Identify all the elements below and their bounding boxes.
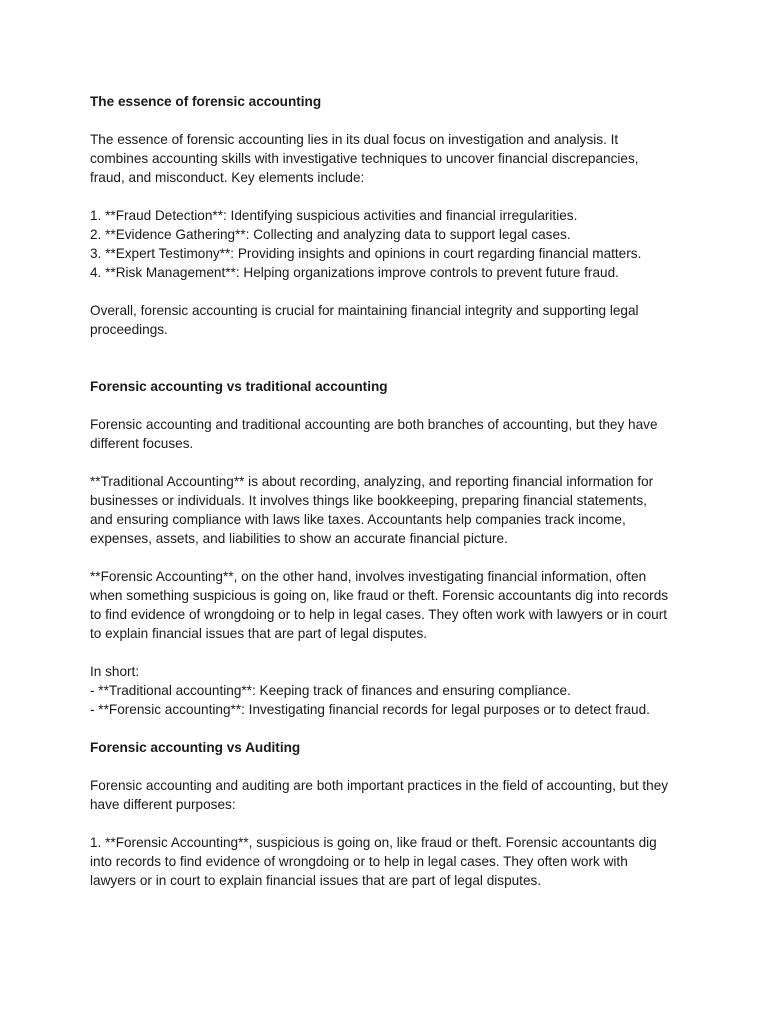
text-line: to explain financial issues that are part of legal disputes.	[90, 626, 428, 641]
text-line: when something suspicious is going on, like fraud or theft. Forensic accountants dig into records	[90, 588, 669, 603]
spacer	[90, 814, 690, 833]
section-heading-vs-traditional: Forensic accounting vs traditional accounting	[90, 379, 388, 394]
paragraph-essence-conclusion	[90, 301, 690, 339]
text-line: to find evidence of wrongdoing or to help in legal cases. They often work with lawyers or in court	[90, 607, 668, 622]
text-line: businesses or individuals. It involves things like bookkeeping, preparing financial statements,	[90, 493, 647, 508]
paragraph-forensic-accounting	[90, 567, 690, 643]
text-line: lawyers or in court to explain financial issues that are part of legal disputes.	[90, 873, 542, 888]
text-line: Overall, forensic accounting is crucial for maintaining financial integrity and supporting legal	[90, 303, 639, 318]
spacer	[90, 396, 690, 415]
text-line: - **Traditional accounting**: Keeping track of finances and ensuring compliance.	[90, 683, 571, 698]
text-line: have different purposes:	[90, 797, 236, 812]
text-line: **Forensic Accounting**, on the other hand, involves investigating financial information, often	[90, 569, 647, 584]
spacer	[90, 453, 690, 472]
section-heading-essence: The essence of forensic accounting	[90, 94, 322, 109]
list-item: 4. **Risk Management**: Helping organizations improve controls to prevent future fraud.	[90, 265, 619, 280]
text-line: In short:	[90, 664, 140, 679]
text-line: different focuses.	[90, 436, 194, 451]
text-line: 1. **Forensic Accounting**, suspicious is going on, like fraud or theft. Forensic accountants dig	[90, 835, 657, 850]
spacer	[90, 548, 690, 567]
text-line: The essence of forensic accounting lies in its dual focus on investigation and analysis. It	[90, 132, 619, 147]
text-line: into records to find evidence of wrongdoing or to help in legal cases. They often work with	[90, 854, 628, 869]
spacer	[90, 111, 690, 130]
list-item: 1. **Fraud Detection**: Identifying suspicious activities and financial irregularities.	[90, 208, 578, 223]
text-line: expenses, assets, and liabilities to show an accurate financial picture.	[90, 531, 508, 546]
spacer	[90, 643, 690, 662]
section-heading-vs-auditing: Forensic accounting vs Auditing	[90, 740, 301, 755]
text-line: Forensic accounting and traditional accounting are both branches of accounting, but they have	[90, 417, 658, 432]
list-item: 3. **Expert Testimony**: Providing insights and opinions in court regarding financial matters.	[90, 246, 642, 261]
text-line: and ensuring compliance with laws like taxes. Accountants help companies track income,	[90, 512, 626, 527]
paragraph-auditing-item-1	[90, 833, 690, 890]
text-line: combines accounting skills with investigative techniques to uncover financial discrepancies,	[90, 151, 639, 166]
text-line: Forensic accounting and auditing are both important practices in the field of accounting, but they	[90, 778, 669, 793]
spacer	[90, 187, 690, 206]
text-line: **Traditional Accounting** is about recording, analyzing, and reporting financial information for	[90, 474, 654, 489]
document-page	[90, 92, 690, 890]
text-line: - **Forensic accounting**: Investigating financial records for legal purposes or to detect fraud.	[90, 702, 650, 717]
spacer	[90, 757, 690, 776]
paragraph-vs-auditing-intro	[90, 776, 690, 814]
paragraph-essence-intro	[90, 130, 690, 187]
spacer	[90, 719, 690, 738]
paragraph-traditional-accounting	[90, 472, 690, 548]
list-item: 2. **Evidence Gathering**: Collecting and analyzing data to support legal cases.	[90, 227, 571, 242]
text-line: proceedings.	[90, 322, 168, 337]
spacer	[90, 282, 690, 301]
paragraph-in-short	[90, 662, 690, 719]
key-elements-list	[90, 206, 690, 282]
spacer	[90, 339, 690, 377]
text-line: fraud, and misconduct. Key elements include:	[90, 170, 365, 185]
paragraph-vs-traditional-intro	[90, 415, 690, 453]
